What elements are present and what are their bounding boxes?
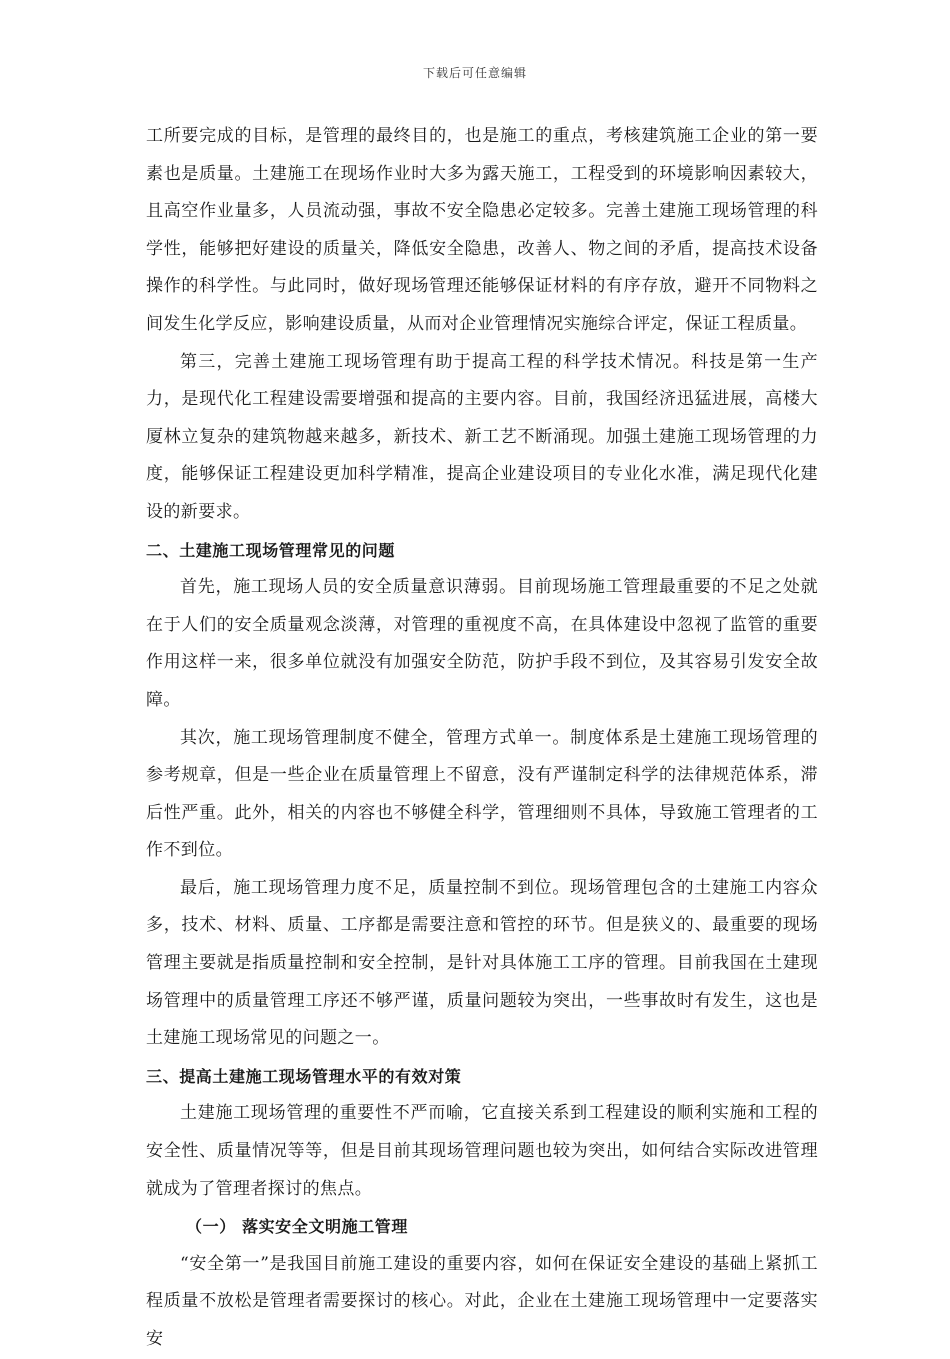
paragraph-last-problem: 最后，施工现场管理力度不足，质量控制不到位。现场管理包含的土建施工内容众多，技术、材料、质量、工序都是需要注意和管控的环节。但是狭义的、最重要的现场管理主要就是指质量控制和安全控制，是针对具体施工工序的管理。目前我国在土建现场管理中的质量管理工序还不够严谨，质量问题较为突出，一些事故时有发生，这也是土建施工现场常见的问题之一。: [146, 877, 818, 1049]
paragraph-second-problem: 其次，施工现场管理制度不健全，管理方式单一。制度体系是土建施工现场管理的参考规章，但是一些企业在质量管理上不留意，没有严谨制定科学的法律规范体系，滞后性严重。此外，相关的内容也不够健全科学，管理细则不具体，导致施工管理者的工作不到位。: [146, 727, 818, 861]
document-body: [146, 118, 818, 1359]
section-heading-common-problems: 二、土建施工现场管理常见的问题: [146, 540, 396, 560]
paragraph-quality-importance: 工所要完成的目标，是管理的最终目的，也是施工的重点，考核建筑施工企业的第一要素也是质量。土建施工在现场作业时大多为露天施工，工程受到的环境影响因素较大，且高空作业量多，人员流动强，事故不安全隐患必定较多。完善土建施工现场管理的科学性，能够把好建设的质量关，降低安全隐患，改善人、物之间的矛盾，提高技术设备操作的科学性。与此同时，做好现场管理还能够保证材料的有序存放，避开不同物料之间发生化学反应，影响建设质量，从而对企业管理情况实施综合评定，保证工程质量。: [146, 126, 818, 334]
page-header-note: 下载后可任意编辑: [422, 66, 527, 80]
section-heading-countermeasures: 三、提高土建施工现场管理水平的有效对策: [146, 1066, 462, 1086]
subsection-heading-safety: （一） 落实安全文明施工管理: [186, 1217, 408, 1237]
paragraph-first-problem: 首先，施工现场人员的安全质量意识薄弱。目前现场施工管理最重要的不足之处就在于人们的安全质量观念淡薄，对管理的重视度不高，在具体建设中忽视了监管的重要作用这样一来，很多单位就没有加强安全防范，防护手段不到位，及其容易引发安全故障。: [146, 577, 818, 710]
paragraph-countermeasures-intro: 土建施工现场管理的重要性不严而喻，它直接关系到工程建设的顺利实施和工程的安全性、质量情况等等，但是目前其现场管理问题也较为突出，如何结合实际改进管理就成为了管理者探讨的焦点。: [146, 1103, 818, 1199]
paragraph-third-point: 第三，完善土建施工现场管理有助于提高工程的科学技术情况。科技是第一生产力，是现代化工程建设需要增强和提高的主要内容。目前，我国经济迅猛进展，高楼大厦林立复杂的建筑物越来越多，新技术、新工艺不断涌现。加强土建施工现场管理的力度，能够保证工程建设更加科学精准，提高企业建设项目的专业化水准，满足现代化建设的新要求。: [146, 351, 818, 522]
paragraph-safety-first: “安全第一”是我国目前施工建设的重要内容，如何在保证安全建设的基础上紧抓工程质量不放松是管理者需要探讨的核心。对此，企业在土建施工现场管理中一定要落实安: [146, 1253, 818, 1349]
